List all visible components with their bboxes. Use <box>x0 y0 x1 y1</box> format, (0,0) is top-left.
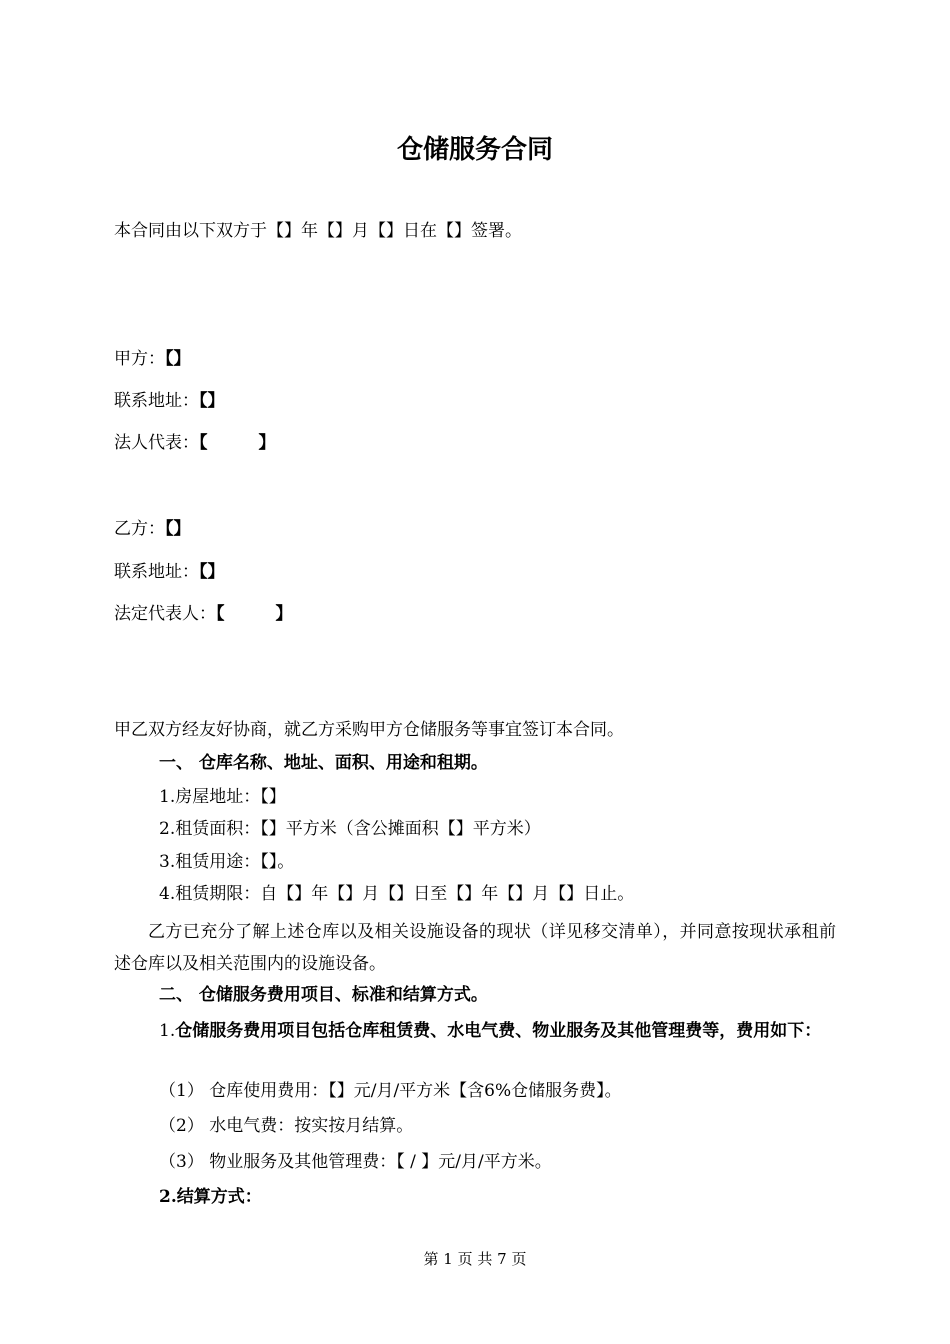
document-title: 仓储服务合同 <box>396 135 553 165</box>
party-a-address-value: 【】 <box>199 391 225 411</box>
party-b-name <box>114 518 191 540</box>
party-a-name <box>114 348 191 370</box>
fee-item: （3） 物业服务及其他管理费：【 / 】元/月/平方米。 <box>159 1152 552 1172</box>
section-1-item: 2.租赁面积：【】平方米（含公摊面积【】平方米） <box>159 819 541 839</box>
party-b-rep-label: 法定代表人： <box>114 604 216 624</box>
party-b-rep-value: 【 】 <box>216 604 293 624</box>
party-a-address-label: 联系地址： <box>114 391 199 411</box>
party-b-address-value: 【】 <box>199 562 225 582</box>
party-b-name-value: 【】 <box>165 519 191 539</box>
party-a-address <box>114 390 225 412</box>
party-a-name-value: 【】 <box>165 349 191 369</box>
party-b-address-label: 联系地址： <box>114 562 199 582</box>
party-a-name-label: 甲方： <box>114 349 165 369</box>
section-1-heading: 一、 仓库名称、地址、面积、用途和租期。 <box>159 753 488 773</box>
party-b-address <box>114 561 225 583</box>
page-footer: 第 1 页 共 7 页 <box>423 1250 527 1268</box>
party-a-rep-value: 【 】 <box>199 433 276 453</box>
fee-item: （1） 仓库使用费用：【】元/月/平方米【含6%仓储服务费】。 <box>159 1081 622 1101</box>
section-1-item: 4.租赁期限：自【】年【】月【】日至【】年【】月【】日止。 <box>159 884 635 904</box>
party-a-rep-label: 法人代表： <box>114 433 199 453</box>
fee-item: （2） 水电气费：按实按月结算。 <box>159 1116 414 1136</box>
section-2-item-1-text: 仓储服务费用项目包括仓库租赁费、水电气费、物业服务及其他管理费等，费用如下： <box>175 1021 822 1041</box>
section-2-heading: 二、 仓储服务费用项目、标准和结算方式。 <box>159 985 488 1005</box>
intro-text: 本合同由以下双方于【】年【】月【】日在【】签署。 <box>114 221 522 241</box>
section-1-item: 3.租赁用途：【】。 <box>159 852 295 872</box>
preamble-text: 甲乙双方经友好协商，就乙方采购甲方仓储服务等事宜签订本合同。 <box>114 720 624 740</box>
section-2-item-2: 2.结算方式： <box>159 1187 262 1207</box>
section-1-item: 1.房屋地址：【】 <box>159 787 286 807</box>
party-a-rep <box>114 432 276 454</box>
section-1-note: 乙方已充分了解上述仓库以及相关设施设备的现状（详见移交清单），并同意按现状承租前述仓库以及相关范围内的设施设备。 <box>114 922 836 974</box>
section-2-item-1-number: 1. <box>159 1021 176 1041</box>
party-b-rep <box>114 603 293 625</box>
section-2-item-1 <box>114 1016 836 1046</box>
party-b-name-label: 乙方： <box>114 519 165 539</box>
